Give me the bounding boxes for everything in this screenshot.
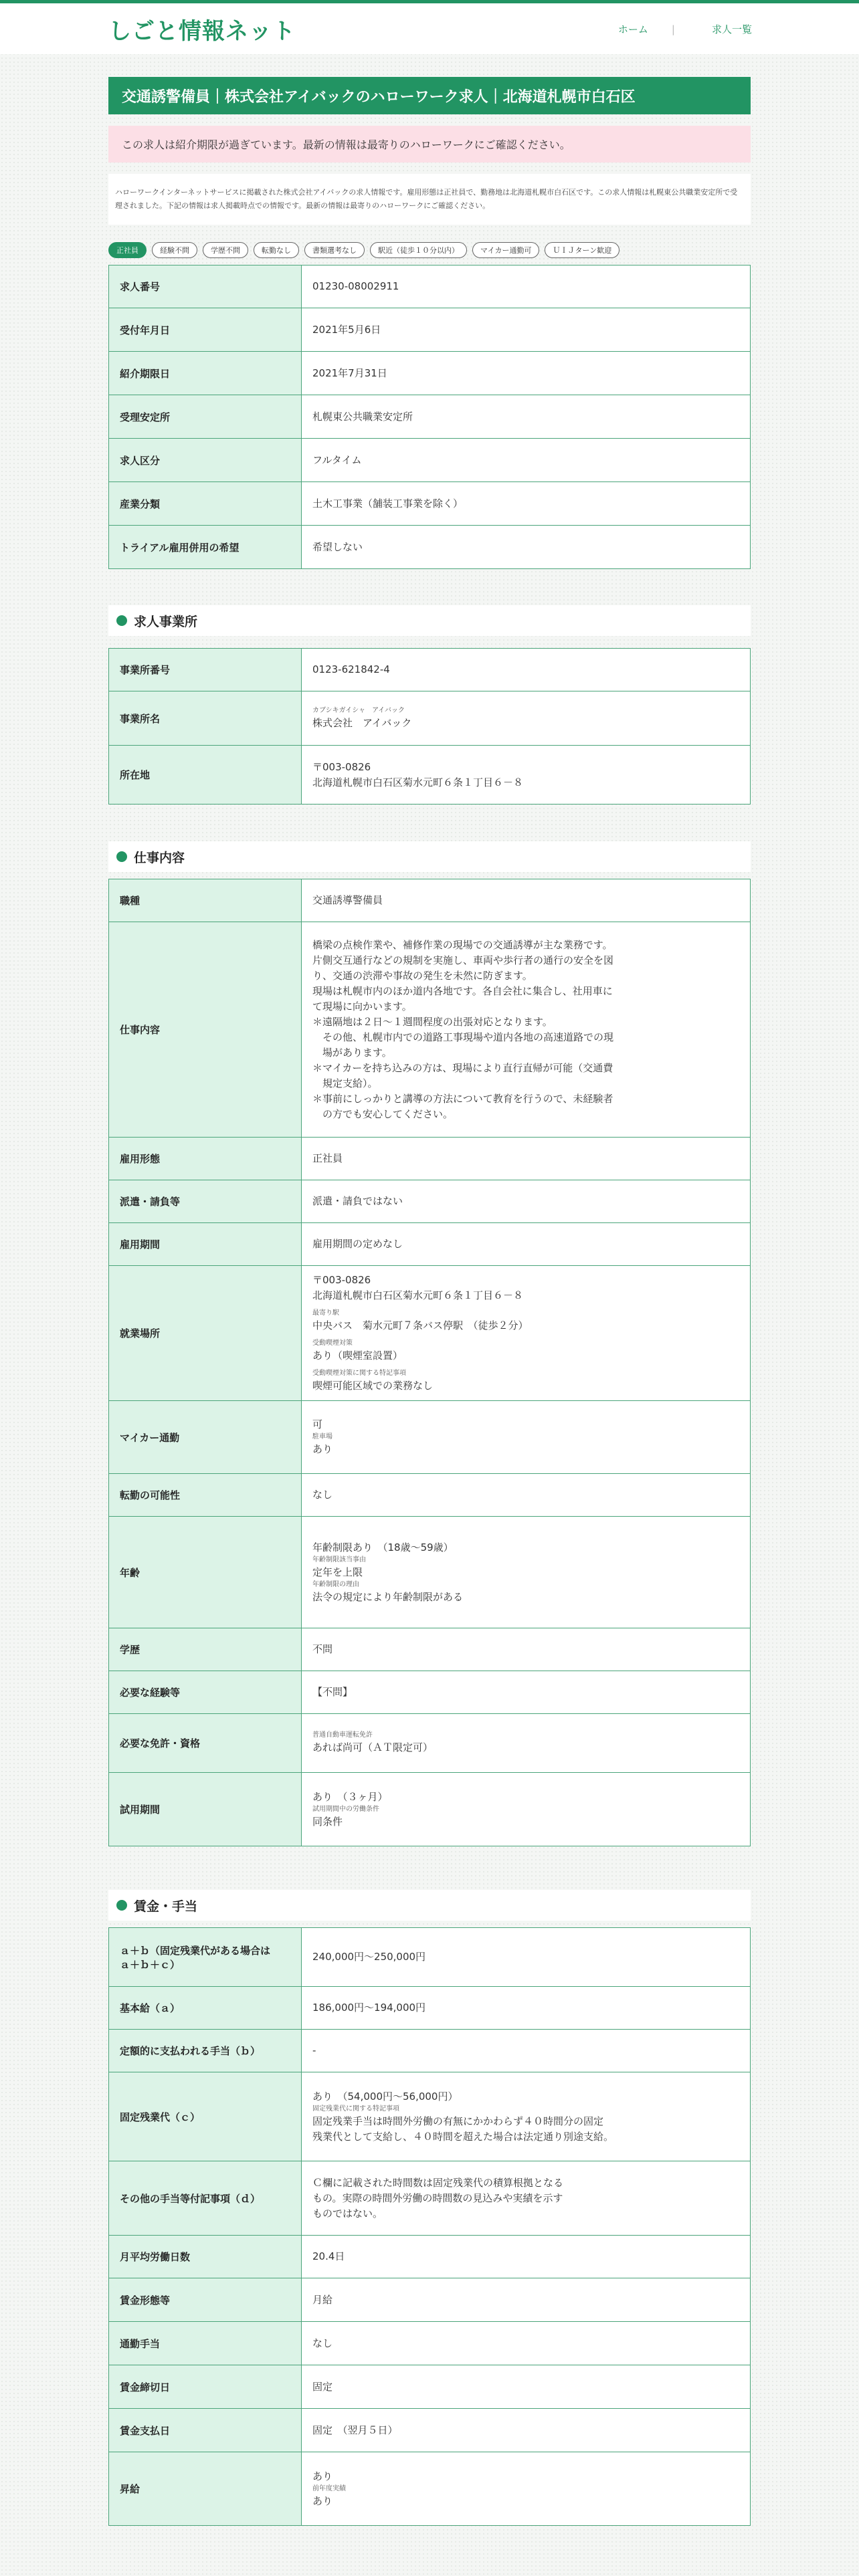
company-name: 株式会社 アイバック (312, 716, 412, 729)
zip-code: 〒003-0826 (312, 760, 371, 773)
table-row (109, 691, 751, 746)
row-label: 雇用形態 (109, 1138, 302, 1180)
row-label: 月平均労働日数 (109, 2236, 302, 2278)
main-content (108, 77, 751, 2526)
table-row (109, 2452, 751, 2526)
wage-table (108, 1927, 751, 2526)
row-value: 186,000円〜194,000円 (302, 1987, 751, 2030)
table-row (109, 2236, 751, 2278)
table-row (109, 1987, 751, 2030)
row-label: 紹介期限日 (109, 352, 302, 395)
row-value: 01230-08002911 (302, 265, 751, 308)
row-value: 20.4日 (302, 2236, 751, 2278)
table-row (109, 1180, 751, 1223)
row-value: なし (302, 2322, 751, 2365)
row-value: 0123-621842-4 (302, 649, 751, 691)
section-heading-wage (108, 1890, 751, 1921)
section-dot-icon (116, 851, 127, 862)
row-label: 試用期間 (109, 1773, 302, 1846)
note-line: 残業代として支給し、４０時間を超えた場合は法定通り別途支給。 (312, 2130, 614, 2143)
row-value (302, 691, 751, 746)
row-value: 不問 (302, 1628, 751, 1671)
table-row (109, 2322, 751, 2365)
desc-line: その他、札幌市内での道路工事現場や道内各地の高速道路での現 (312, 1031, 614, 1043)
table-row (109, 439, 751, 482)
table-row (109, 649, 751, 691)
desc-line: 現場は札幌市内のほか道内各地です。各自会社に集合し、社用車に (312, 984, 613, 997)
table-row (109, 2365, 751, 2409)
label-line: ａ＋ｂ（固定残業代がある場合は (120, 1944, 271, 1957)
table-row (109, 1773, 751, 1846)
tag: 書類選考なし (304, 242, 365, 258)
row-value: 希望しない (302, 526, 751, 569)
smoking-note (312, 1369, 739, 1394)
row-value (302, 1517, 751, 1628)
row-value: 札幌東公共職業安定所 (302, 395, 751, 439)
row-value (302, 2161, 751, 2236)
feature-tags (108, 242, 751, 258)
age-limit: 年齢制限あり （18歳〜59歳） (312, 1541, 454, 1553)
section-heading-office (108, 605, 751, 636)
desc-line: 場があります。 (312, 1046, 392, 1059)
row-value: 雇用期間の定めなし (302, 1223, 751, 1266)
row-label: 基本給（ａ） (109, 1987, 302, 2030)
row-label: その他の手当等付記事項（ｄ） (109, 2161, 302, 2236)
job-table (108, 879, 751, 1846)
row-value (302, 746, 751, 804)
row-value: 【不問】 (302, 1671, 751, 1714)
tag: マイカー通勤可 (472, 242, 539, 258)
site-logo[interactable]: しごと情報ネット (108, 17, 296, 45)
station-value: 中央バス 菊水元町７条バス停駅 （徒歩２分） (312, 1319, 529, 1331)
row-label: 転勤の可能性 (109, 1474, 302, 1517)
row-label: 所在地 (109, 746, 302, 804)
row-value: 派遣・請負ではない (302, 1180, 751, 1223)
row-label: 賃金締切日 (109, 2365, 302, 2409)
note-line: もの。実際の時間外労働の時間数の見込みや実績を示す (312, 2191, 563, 2204)
smoking-note-value: 喫煙可能区域での業務なし (312, 1380, 434, 1392)
row-label: 求人区分 (109, 439, 302, 482)
table-row (109, 2161, 751, 2236)
tag: 経験不問 (152, 242, 197, 258)
age-why-block (312, 1580, 739, 1605)
table-row (109, 1474, 751, 1517)
tag: 学歴不問 (203, 242, 248, 258)
table-row (109, 1517, 751, 1628)
row-label: 職種 (109, 879, 302, 922)
sub-label: 試用期間中の労働条件 (312, 1805, 379, 1813)
row-label: 派遣・請負等 (109, 1180, 302, 1223)
desc-line: ＊遠隔地は２日〜１週間程度の出張対応となります。 (312, 1015, 553, 1028)
address: 北海道札幌市白石区菊水元町６条１丁目６－８ (312, 1289, 524, 1301)
row-value: 月給 (302, 2278, 751, 2322)
row-value (302, 1773, 751, 1846)
row-value: 2021年5月6日 (302, 308, 751, 352)
fixed-overtime-value: あり （54,000円〜56,000円） (312, 2090, 458, 2103)
row-value: なし (302, 1474, 751, 1517)
main-nav (618, 22, 752, 36)
tag: ＵＩＪターン歓迎 (545, 242, 619, 258)
sub-label: 受動喫煙対策に関する特記事項 (312, 1370, 406, 1377)
desc-line: 規定支給）。 (312, 1077, 378, 1089)
note-line: Ｃ欄に記載された時間数は固定残業代の積算根拠となる (312, 2176, 564, 2189)
row-label: 事業所番号 (109, 649, 302, 691)
row-value: 土木工事業（舗装工事業を除く） (302, 482, 751, 526)
table-row (109, 1138, 751, 1180)
note-line: 固定残業手当は時間外労働の有無にかかわらず４０時間分の固定 (312, 2115, 604, 2127)
trial-cond: 同条件 (312, 1815, 343, 1828)
row-label (109, 1928, 302, 1987)
row-value: 2021年7月31日 (302, 352, 751, 395)
row-value: 固定 (302, 2365, 751, 2409)
row-value: フルタイム (302, 439, 751, 482)
desc-line: 片側交互通行などの規制を実施し、車両や歩行者の通行の安全を図 (312, 954, 614, 966)
section-heading-job (108, 841, 751, 872)
row-value: 240,000円〜250,000円 (302, 1928, 751, 1987)
job-description (302, 922, 751, 1138)
basic-info-table (108, 265, 751, 569)
section-title: 賃金・手当 (134, 1899, 198, 1914)
table-row (109, 2278, 751, 2322)
table-row (109, 2072, 751, 2161)
row-label: 雇用期間 (109, 1223, 302, 1266)
sub-label: 年齢制限の理由 (312, 1580, 359, 1588)
row-value: 固定 （翌月５日） (302, 2409, 751, 2452)
row-label: 受理安定所 (109, 395, 302, 439)
row-value (302, 2072, 751, 2161)
desc-line: ＊マイカーを持ち込みの方は、現場により直行直帰が可能（交通費 (312, 1061, 613, 1074)
row-label: トライアル雇用併用の希望 (109, 526, 302, 569)
sub-label: 年齢制限該当事由 (312, 1555, 366, 1564)
age-why: 法令の規定により年齢制限がある (312, 1590, 464, 1603)
row-value: 正社員 (302, 1138, 751, 1180)
sub-label: 固定残業代に関する特記事項 (312, 2105, 399, 2113)
row-label: 事業所名 (109, 691, 302, 746)
table-row (109, 879, 751, 922)
row-label: マイカー通勤 (109, 1401, 302, 1474)
table-row (109, 2409, 751, 2452)
table-row (109, 1928, 751, 1987)
row-label: 昇給 (109, 2452, 302, 2526)
row-label: 賃金支払日 (109, 2409, 302, 2452)
row-value (302, 1714, 751, 1773)
table-row (109, 1714, 751, 1773)
page-title: 交通誘警備員｜株式会社アイバックのハローワーク求人｜北海道札幌市白石区 (108, 77, 751, 114)
smoking-policy (312, 1339, 739, 1364)
row-value (302, 1401, 751, 1474)
table-row (109, 482, 751, 526)
row-value (302, 1266, 751, 1401)
row-label: 仕事内容 (109, 922, 302, 1138)
tag: 駅近（徒歩１０分以内） (370, 242, 467, 258)
desc-line: ＊事前にしっかりと講導の方法について教育を行うので、未経験者 (312, 1092, 613, 1105)
row-label: 就業場所 (109, 1266, 302, 1401)
nav-home-link[interactable]: ホーム (617, 23, 648, 35)
row-label: 求人番号 (109, 265, 302, 308)
intro-text: ハローワークインターネットサービスに掲載された株式会社アイバックの求人情報です。雇用形態は正社員で、勤務地は北海道札幌市白石区です。この求人情報は札幌東公共職業安定所で受理されました。下記の情報は求人掲載時点での情報です。最新の情報は最寄りのハローワークにご確認ください。 (108, 174, 751, 225)
section-dot-icon (116, 615, 127, 626)
table-row (109, 2030, 751, 2072)
table-row (109, 265, 751, 308)
desc-line: て現場に向かいます。 (312, 1000, 412, 1012)
table-row (109, 1671, 751, 1714)
label-line: ａ＋ｂ＋ｃ） (120, 1958, 181, 1971)
row-label: 賃金形態等 (109, 2278, 302, 2322)
row-label: 学歴 (109, 1628, 302, 1671)
section-title: 求人事業所 (134, 614, 198, 629)
license-value: あれば尚可（ＡＴ限定可） (312, 1741, 434, 1753)
tag: 転勤なし (254, 242, 299, 258)
sub-label: 駐車場 (312, 1433, 332, 1440)
note-line: ものではない。 (312, 2207, 383, 2220)
row-label: 産業分類 (109, 482, 302, 526)
desc-line: 橋梁の点検作業や、補修作業の現場での交通誘導が主な業務です。 (312, 938, 613, 951)
table-row (109, 1266, 751, 1401)
tag: 正社員 (108, 242, 147, 258)
row-label: 受付年月日 (109, 308, 302, 352)
row-label: 必要な免許・資格 (109, 1714, 302, 1773)
table-row (109, 746, 751, 804)
section-title: 仕事内容 (134, 850, 185, 865)
section-dot-icon (116, 1900, 127, 1911)
raise-value: あり (312, 2470, 333, 2482)
address: 北海道札幌市白石区菊水元町６条１丁目６－８ (312, 776, 524, 788)
sub-label: 前年度実績 (312, 2484, 346, 2492)
row-value: - (302, 2030, 751, 2072)
parking-value: あり (312, 1443, 333, 1455)
trial-value: あり （３ヶ月） (312, 1790, 388, 1803)
row-label: 定額的に支払われる手当（ｂ） (109, 2030, 302, 2072)
table-row (109, 1628, 751, 1671)
sub-label: 最寄り駅 (312, 1309, 339, 1317)
age-reason: 定年を上限 (312, 1566, 363, 1578)
desc-line: り、交通の渋滞や事故の発生を未然に防ぎます。 (312, 969, 533, 982)
row-label: 年齢 (109, 1517, 302, 1628)
nearest-station (312, 1309, 739, 1333)
row-label: 必要な経験等 (109, 1671, 302, 1714)
work-address (312, 1273, 739, 1303)
table-row (109, 308, 751, 352)
table-row (109, 922, 751, 1138)
smoking-value: あり（喫煙室設置） (312, 1350, 403, 1362)
row-value (302, 2452, 751, 2526)
office-table (108, 648, 751, 804)
desc-line: の方でも安心してください。 (312, 1107, 454, 1120)
raise-result: あり (312, 2494, 333, 2507)
car-commute-value: 可 (312, 1418, 323, 1430)
table-row (109, 352, 751, 395)
row-label: 固定残業代（ｃ） (109, 2072, 302, 2161)
table-row (109, 395, 751, 439)
nav-job-list-link[interactable]: | 求人一覧 (682, 22, 752, 36)
sub-label: 受動喫煙対策 (312, 1339, 353, 1347)
row-label: 通勤手当 (109, 2322, 302, 2365)
company-name-kana: カブシキガイシャ アイバック (312, 706, 405, 714)
table-row (109, 1223, 751, 1266)
row-value: 交通誘導警備員 (302, 879, 751, 922)
table-row (109, 526, 751, 569)
table-row (109, 1401, 751, 1474)
sub-label: 普通自動車運転免許 (312, 1731, 373, 1739)
site-header (0, 3, 859, 54)
expired-alert: この求人は紹介期限が過ぎています。最新の情報は最寄りのハローワークにご確認ください。 (108, 126, 751, 163)
zip-code: 〒003-0826 (312, 1274, 371, 1286)
